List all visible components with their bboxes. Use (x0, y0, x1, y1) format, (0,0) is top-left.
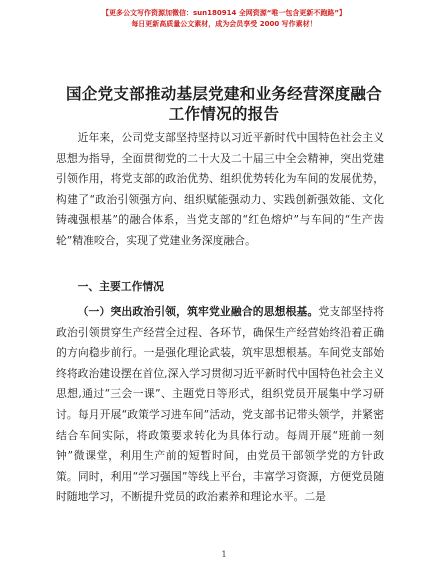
document-title (30, 84, 418, 124)
document-title-line2: 工作情况的报告 (168, 105, 280, 123)
subsection-1-heading: （一）突出政治引领，筑牢党业融合的思想根基。 (77, 305, 319, 318)
section-heading-main-work: 一、主要工作情况 (77, 280, 164, 293)
subsection-1-body: 党支部坚持将政治引领贯穿生产经营全过程、各环节，确保生产经营始终沿着正确的方向稳步前行。一是强化理论武装，筑牢思想根基。车间党支部始终将政治建设摆在首位,深入学习贯彻习近平新时代中国特色社会主义思想,通过“三会一课”、主题党日等形式，组织党员开展集中学习研讨。每月开展“政策学习进车间”活动，党支部书记带头领学，并紧密结合车间实际，将政策要求转化为具体行动。每周开展“班前一刻钟”微课堂，利用生产前的短暂时间，由党员干部领学党的方针政策。同时，利用“学习强国”等线上平台，丰富学习资源，方便党员随时随地学习，不断提升党员的政治素养和理论水平。二是 (56, 305, 385, 504)
subsection-1-paragraph (56, 302, 384, 508)
document-title-line1: 国企党支部推动基层党建和业务经营深度融合 (65, 85, 382, 103)
intro-paragraph: 近年来，公司党支部坚持坚持以习近平新时代中国特色社会主义思想为指导，全面贯彻党的二十大及二十届三中全会精神，突出党建引领作用，将党支部的政治优势、组织优势转化为车间的发展优势，构建了“政治引领强方向、组织赋能强动力、实践创新强效能、文化铸魂强根基”的融合体系，当党支部的“红色熔炉”与车间的“生产齿轮”精准咬合，实现了党建业务深度融合。 (56, 131, 384, 247)
promo-banner-line2: 每日更新高质量公文素材，成为会员享受 2000 写作素材！ (131, 20, 317, 28)
promo-banner (0, 8, 448, 30)
promo-banner-line1: 【更多公文写作资源加微信：sun180914 全网资源“唯一包含更新不跑路”】 (102, 9, 346, 17)
page-number: 1 (221, 550, 227, 559)
